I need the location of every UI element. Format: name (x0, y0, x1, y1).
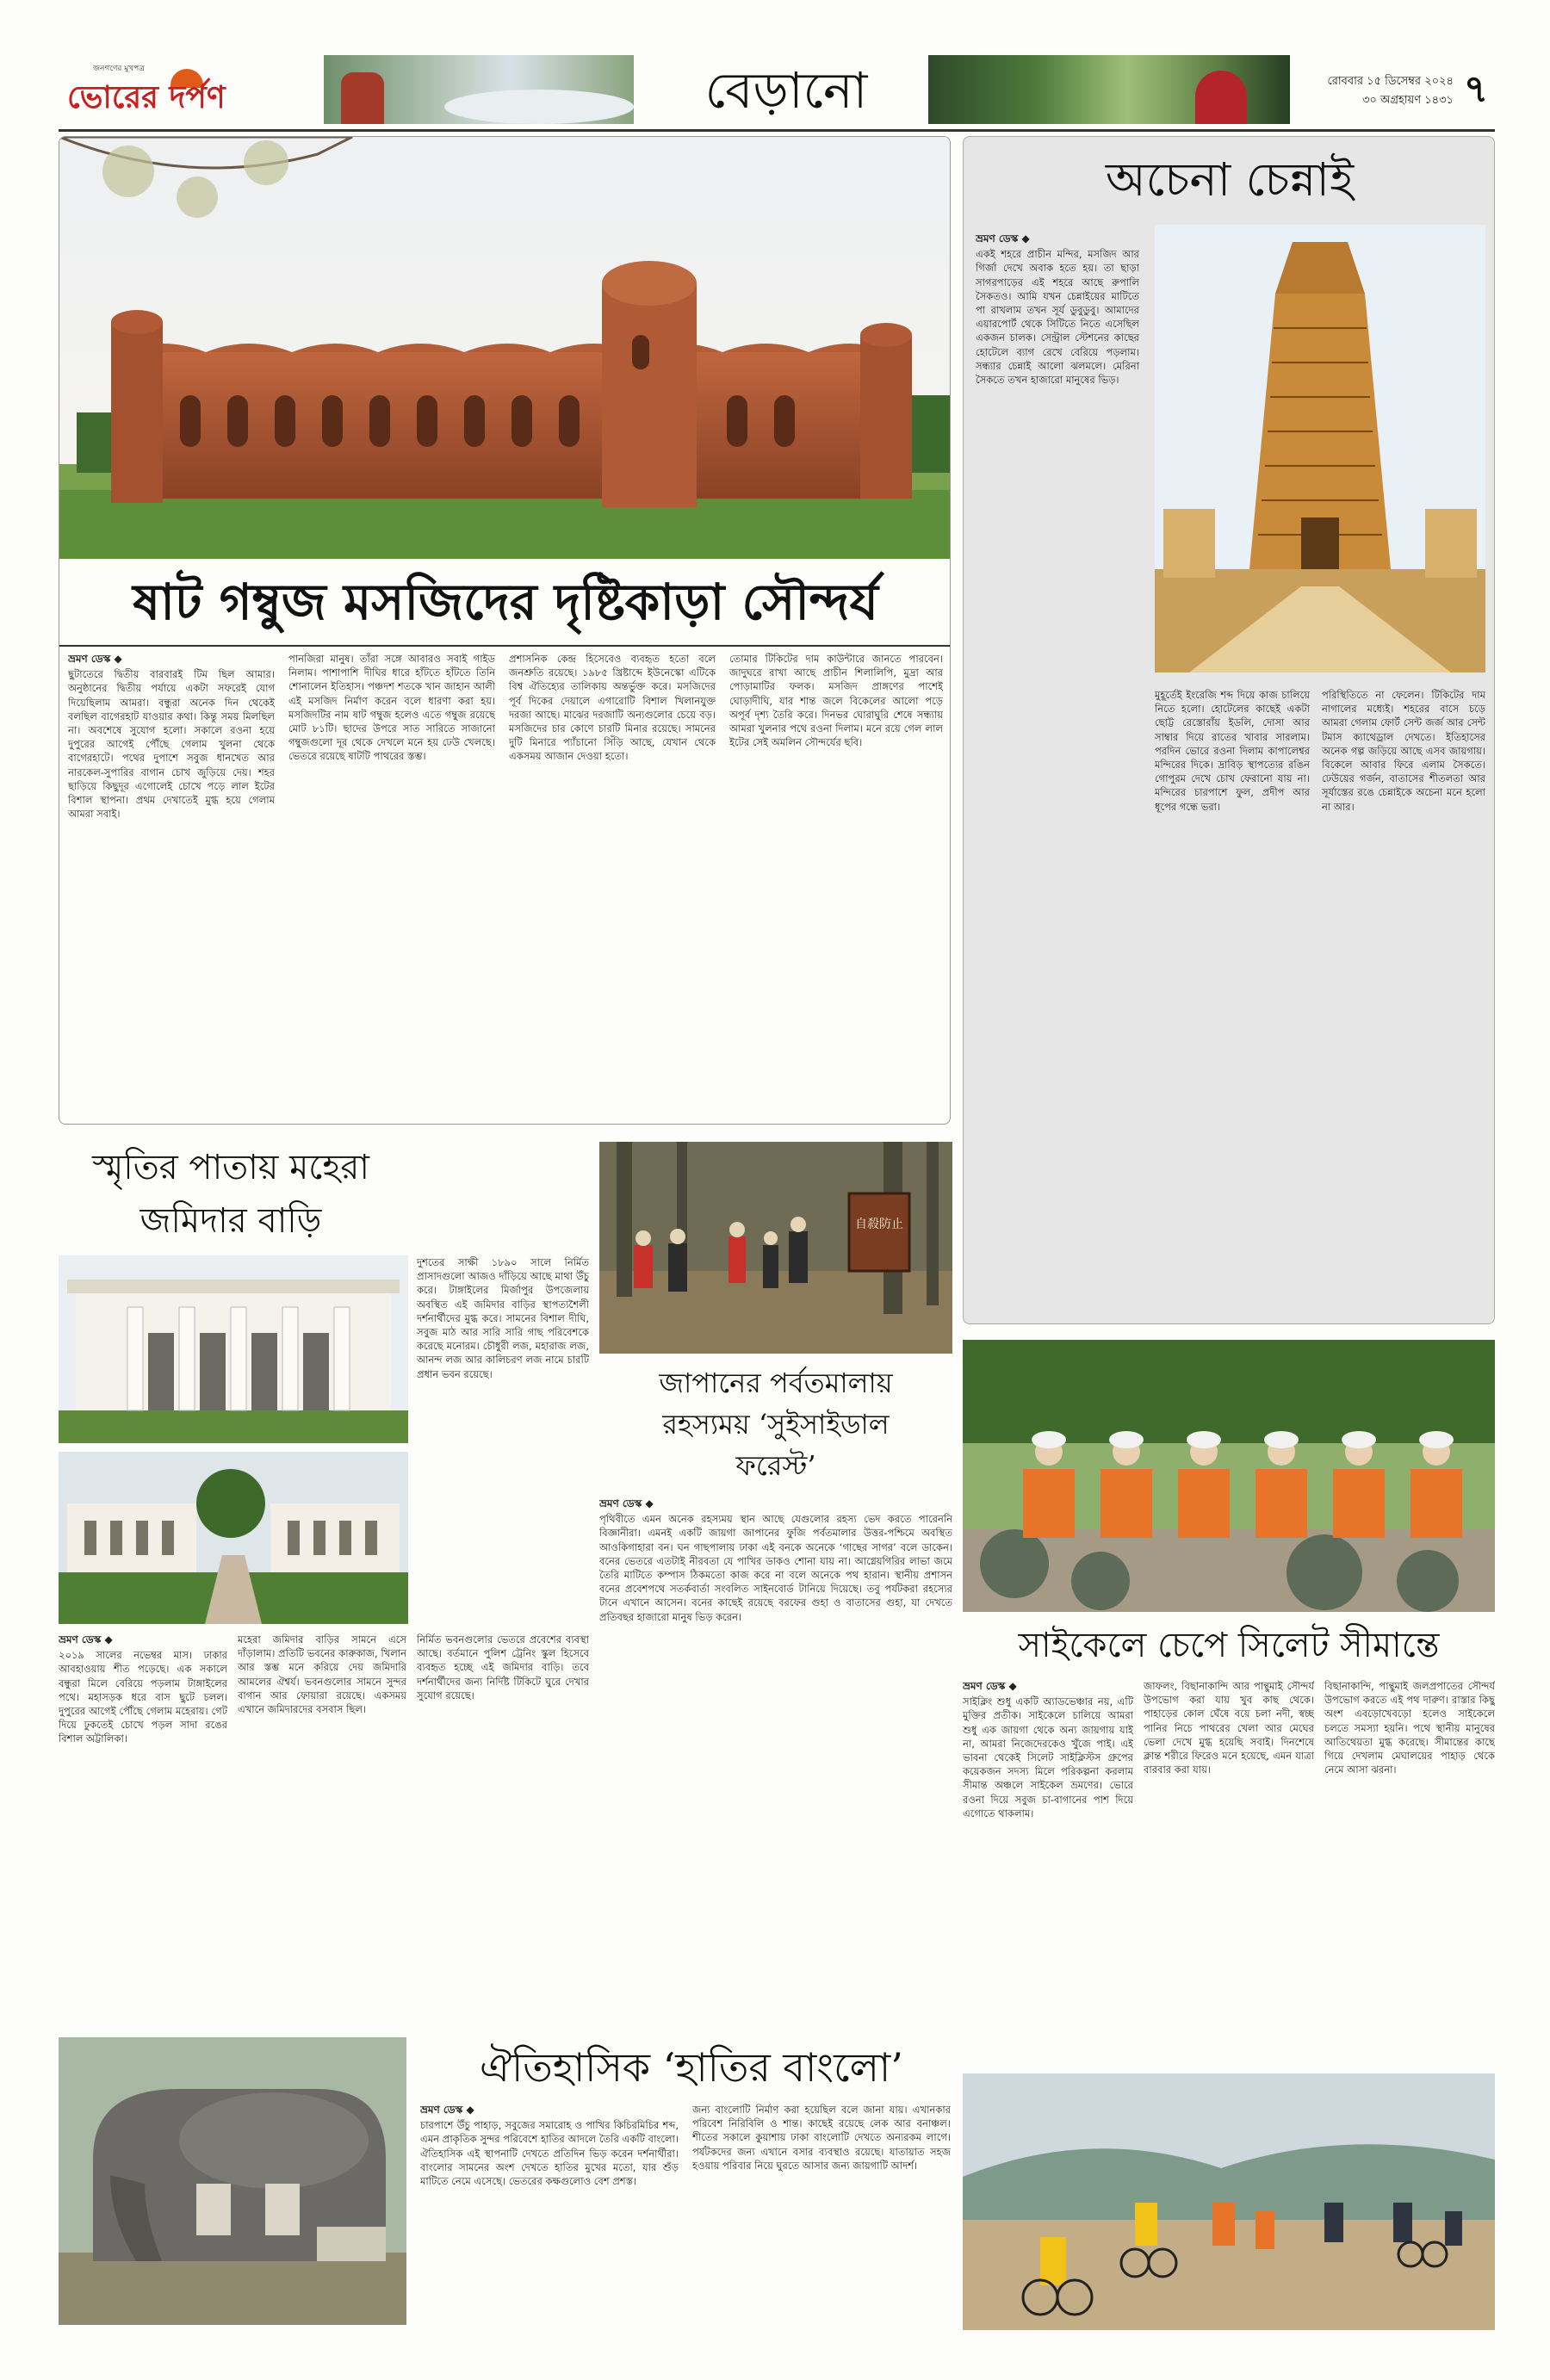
date-block (1299, 72, 1454, 110)
forest-byline: ভ্রমণ ডেস্ক ◆ (599, 1497, 654, 1509)
mohera-col-3 (417, 1633, 589, 1887)
main-col-2-text: পানজিরা মানুষ। তাঁরা সঙ্গে আবারও সবাই গাইড নিলাম। পাশাপাশি দীঘির ধারে হাঁটতে হাঁটতে তিনি শোনালেন ইতিহাস। পঞ্চদশ শতকে খান জাহান আলী এই মসজিদ নির্মাণ করেন বলে ধারণা করা হয়। মসজিদটির নাম ষাট গম্বুজ হলেও এতে গম্বুজ রয়েছে মোট ৮১টি। ছাদের উপরে সাত সারিতে সাজানো গম্বুজগুলো দূর থেকে দেখলে মনে হয় ঢেউ খেলছে। ভেতরে রয়েছে ষাটটি পাথরের স্তম্ভ। (288, 653, 495, 763)
logo-text: ভোরের দর্পণ (67, 79, 226, 115)
date-gregorian: রোববার ১৫ ডিসেম্বর ২০২৪ (1327, 75, 1454, 88)
forest-headline-2: রহস্যময় ‘সুইসাইডাল (662, 1408, 890, 1441)
forest-article (599, 1137, 952, 2024)
chennai-headline: অচেনা চেন্নাই (1105, 152, 1355, 207)
sylhet-byline: ভ্রমণ ডেস্ক ◆ (963, 1680, 1017, 1692)
logo-tagline: জনগণের মুখপত্র (93, 65, 145, 73)
main-article (59, 136, 951, 1125)
chennai-col-2 (1155, 688, 1310, 1317)
mohera-photo-1 (59, 1255, 408, 1443)
main-col-1 (68, 652, 275, 1117)
masthead-rule (59, 129, 1495, 132)
page-number: ৭ (1463, 67, 1489, 111)
chennai-col-2-text: মুহূর্তেই ইংরেজি শব্দ দিয়ে কাজ চালিয়ে নিতে হলো। হোটেলের কাছেই একটা ছোট্ট রেস্তোরাঁয় ইডলি, দোসা আর সাম্বার দিয়ে রাতের খাবার সারলাম। পরদিন ভোরে রওনা দিলাম কাপালেশ্বর মন্দিরের দিকে। দ্রাবিড় স্থাপত্যের রঙিন গোপুরম দেখে চোখ ফেরানো যায় না। মন্দিরের চারপাশে ফুল, প্রদীপ আর ধূপের গন্ধে ভরা। (1155, 689, 1310, 813)
main-col-4-text: তোমার টিকিটের দাম কাউন্টারে জানতে পারবেন। জাদুঘরে রাখা আছে প্রাচীন শিলালিপি, মুদ্রা আর পোড়ামাটির ফলক। মসজিদ প্রাঙ্গণের পাশেই ঘোড়াদীঘি, যার শান্ত জলে বিকেলের আলো পড়ে অপূর্ব দৃশ্য তৈরি করে। দিনভর ঘোরাঘুরি শেষে সন্ধ্যায় আমরা খুলনার পথে রওনা দিলাম। মনে রয়ে গেল লাল ইটের সেই অমলিন সৌন্দর্যের ছবি। (729, 653, 943, 749)
temple-photo (1155, 225, 1485, 672)
masthead (59, 55, 1495, 127)
mohera-article (59, 1137, 592, 2046)
chennai-col-3-text: পরিস্থিতিতে না ফেলেন। টিকিটের দাম নাগালের মধ্যেই। শহরের বাসে চড়ে আমরা গেলাম ফোর্ট সেন্ট জর্জ আর সেন্ট টমাস ক্যাথেড্রাল দেখতে। ইতিহাসের অনেক গল্প জড়িয়ে আছে এসব জায়গায়। বিকেলে আবার ফিরে এলাম সৈকতে। ঢেউয়ের গর্জন, বাতাসের শীতলতা আর সূর্যাস্তের রঙে চেন্নাইকে অচেনা মনে হলো না আর। (1322, 689, 1485, 813)
chennai-col-1 (976, 232, 1139, 1317)
forest-photo (599, 1142, 952, 1354)
hatir-col-1-text: চারপাশে উঁচু পাহাড়, সবুজের সমারোহ ও পাখির কিচিরমিচির শব্দ, এমন প্রাকৃতিক সুন্দর পরিবেশে হাতির আদলে তৈরি একটি বাংলো। ঐতিহাসিক এই স্থাপনাটি দেখতে প্রতিদিন ভিড় করেন দর্শনার্থীরা। বাংলোর সামনের অংশ দেখতে হাতির মুখের মতো, যার শুঁড় মাটিতে নেমে এসেছে। ভেতরের কক্ষগুলোও বেশ প্রশস্ত। (420, 2119, 679, 2188)
main-col-3-text: প্রশাসনিক কেন্দ্র হিসেবেও ব্যবহৃত হতো বলে জনশ্রুতি রয়েছে। ১৯৮৫ খ্রিষ্টাব্দে ইউনেস্কো এটিকে বিশ্ব ঐতিহ্যের তালিকায় অন্তর্ভুক্ত করে। মসজিদের পূর্ব দিকের দেয়ালে এগারোটি বিশাল খিলানযুক্ত দরজা আছে। মাঝের দরজাটি অন্যগুলোর চেয়ে বড়। মসজিদের চার কোণে চারটি মিনার রয়েছে। সামনের দুটি মিনারে প্যাঁচানো সিঁড়ি আছে, যেখান থেকে একসময় আজান দেওয়া হতো। (509, 653, 716, 763)
logo (67, 67, 317, 119)
mosque-photo (59, 137, 951, 559)
forest-col (599, 1497, 952, 1901)
masthead-photo-right (928, 55, 1290, 124)
sylhet-col-2-text: জাফলং, বিছানাকান্দি আর পান্থুমাই সৌন্দর্য উপভোগ করা যায় খুব কাছ থেকে। পাহাড়ের কোল ঘেঁষে বয়ে চলা নদী, স্বচ্ছ পানির নিচে পাথরের খেলা আর মেঘের ভেলা দেখে মুগ্ধ হয়েছি সবাই। দিনশেষে ক্লান্ত শরীরে ফিরেও মনে হয়েছে, এমন যাত্রা বারবার করা যায়। (1144, 1680, 1314, 1776)
mohera-photo-2 (59, 1452, 408, 1624)
hatir-col-2-text: জন্য বাংলোটি নির্মাণ করা হয়েছিল বলে জানা যায়। এখানকার পরিবেশ নিরিবিলি ও শান্ত। কাছেই রয়েছে লেক আর বনাঞ্চল। শীতের সকালে কুয়াশায় ঢাকা বাংলোটি দেখতে অন্যরকম লাগে। পর্যটকদের জন্য এখানে বসার ব্যবস্থাও রয়েছে। যাতায়াত সহজ হওয়ায় পরিবার নিয়ে ঘুরতে আসার জন্য জায়গাটি আদর্শ। (692, 2104, 951, 2172)
hatir-col-2 (692, 2103, 951, 2325)
hatir-byline: ভ্রমণ ডেস্ক ◆ (420, 2104, 474, 2116)
masthead-photo-left (324, 55, 634, 124)
sylhet-col-1-text: সাইক্লিং শুধু একটি অ্যাডভেঞ্চার নয়, এটি মুক্তির প্রতীক। সাইকেলে চালিয়ে আমরা শুধু এক জায়গা থেকে অন্য জায়গায় যাই না, আমরা নিজেদেরকেও খুঁজে পাই। এই ভাবনা থেকেই সিলেট সাইক্লিস্টস গ্রুপের কয়েকজন সদস্য মিলে পরিকল্পনা করলাম সীমান্ত অঞ্চলে সাইকেল ভ্রমণের। ভোরে রওনা দিয়ে সবুজ চা-বাগানের পাশ দিয়ে এগোতে থাকলাম। (963, 1695, 1133, 1819)
mohera-headline-2: জমিদার বাড়ি (140, 1201, 322, 1241)
sylhet-col-1 (963, 1679, 1133, 2041)
forest-headline-1: জাপানের পর্বতমালায় (659, 1367, 893, 1399)
mohera-col-1 (59, 1633, 227, 1887)
mohera-byline: ভ্রমণ ডেস্ক ◆ (59, 1633, 113, 1646)
main-col-4 (729, 652, 943, 1117)
main-col-2 (288, 652, 495, 1117)
sylhet-article (963, 1340, 1495, 2330)
mohera-side-text: দুশতের সাক্ষী ১৮৯০ সালে নির্মিত প্রাসাদগুলো আজও দাঁড়িয়ে আছে মাথা উঁচু করে। টাঙ্গাইলের মির্জাপুর উপজেলায় অবস্থিত এই জমিদার বাড়ির স্থাপত্যশৈলী দর্শনার্থীদের মুগ্ধ করে। সামনের বিশাল দীঘি, সবুজ মাঠ আর সারি সারি গাছ পরিবেশকে করেছে মনোরম। চৌধুরী লজ, মহারাজ লজ, আনন্দ লজ আর কালিচরণ লজ নামে চারটি প্রধান ভবন রয়েছে। (417, 1256, 589, 1380)
hatir-headline: ঐতিহাসিক ‘হাতির বাংলো’ (480, 2044, 903, 2091)
date-bengali: ৩০ অগ্রহায়ণ ১৪৩১ (1361, 94, 1454, 107)
hatir-col-1 (420, 2103, 679, 2325)
mohera-side-col (417, 1255, 589, 1626)
mohera-col-3-text: নির্মিত ভবনগুলোর ভেতরে প্রবেশের ব্যবস্থা আছে। বর্তমানে পুলিশ ট্রেনিং স্কুল হিসেবে ব্যবহৃত হচ্ছে এই জমিদার বাড়ি। তবে দর্শনার্থীদের জন্য নির্দিষ্ট টিকিটে ঘুরে দেখার সুযোগ রয়েছে। (417, 1633, 589, 1701)
forest-text: পৃথিবীতে এমন অনেক রহস্যময় স্থান আছে যেগুলোর রহস্য ভেদ করতে পারেননি বিজ্ঞানীরা। এমনই একটি জায়গা জাপানের ফুজি পর্বতমালার উত্তর-পশ্চিমে অবস্থিত আওকিগাহারা বন। ঘন গাছপালায় ঢাকা এই বনকে অনেকে ‘গাছের সাগর’ বলে ডাকেন। বনের ভেতরে এতটাই নীরবতা যে পাখির ডাকও শোনা যায় না। আগ্নেয়গিরির লাভা জমে তৈরি মাটিতে কম্পাস ঠিকমতো কাজ করে না বলে অনেকে পথ হারান। স্থানীয় প্রশাসন বনের প্রবেশপথে সতর্কবার্তা সংবলিত সাইনবোর্ড টানিয়ে দিয়েছে। তবু পর্যটকরা রহস্যের টানে এখানে আসেন। বনের কাছেই রয়েছে বরফের গুহা ও বাতাসের গুহা, যা দেখতে প্রতিবছর হাজারো মানুষ ভিড় করেন। (599, 1513, 952, 1623)
main-col-3 (509, 652, 716, 1117)
main-col-1-text: ছুটাতেরে দ্বিতীয় বারবারই টিম ছিল আমার। অনুষ্ঠানের দ্বিতীয় পর্যায়ে একটা সফরেই যোগ দিয়েছিলাম আমরা। বন্ধুরা অনেক দিন থেকেই বলছিল বাগেরহাট যাওয়ার কথা। কিন্তু সময় মিলছিল না। অবশেষে সুযোগ হলো। সকালে রওনা হয়ে দুপুরের আগেই পৌঁছে গেলাম খুলনা থেকে বাগেরহাটে। পথের দুপাশে সবুজ ধানখেত আর নারকেল-সুপারির বাগান চোখ জুড়িয়ে দেয়। শহর ছাড়িয়ে কিছুদূর এগোলেই চোখে পড়ে লাল ইটের বিশাল স্থাপনা। প্রথম দেখাতেই মুগ্ধ হয়ে গেলাম আমরা সবাই। (68, 668, 275, 821)
chennai-article (963, 136, 1495, 1324)
main-byline: ভ্রমণ ডেস্ক ◆ (68, 653, 122, 665)
cyclists-photo-2 (963, 2073, 1495, 2330)
cyclists-photo-1 (963, 1340, 1495, 1612)
main-headline-rule (59, 645, 951, 647)
sylhet-headline: সাইকেলে চেপে সিলেট সীমান্তে (1018, 1626, 1440, 1665)
forest-headline-3: ফরেস্ট’ (735, 1449, 816, 1482)
chennai-col-1-text: একই শহরে প্রাচীন মন্দির, মসজিদ আর গির্জা দেখে অবাক হতে হয়। তা ছাড়া সাগরপাড়ের এই শহরে আছে রুপালি সৈকতও। আমি যখন চেন্নাইয়ের মাটিতে পা রাখলাম তখন সূর্য ডুবুডুবু। আমাদের এয়ারপোর্ট থেকে সিটিতে নিতে এসেছিল একজন চালক। সেন্ট্রাল স্টেশনের কাছের হোটেলে ব্যাগ রেখে বেরিয়ে পড়লাম। সন্ধ্যার চেন্নাই আলো ঝলমলে। মেরিনা সৈকতে তখন হাজারো মানুষের ভিড়। (976, 248, 1139, 387)
mohera-headline-1: স্মৃতির পাতায় মহেরা (92, 1148, 369, 1187)
main-headline: ষাট গম্বুজ মসজিদের দৃষ্টিকাড়া সৌন্দর্য (133, 573, 878, 631)
forest-sign-text: 自殺防止 (855, 1218, 903, 1231)
elephant-photo (59, 2037, 406, 2325)
sylhet-col-3-text: বিছানাকান্দি, পান্থুমাই জলপ্রপাতের সৌন্দর্য উপভোগ করতে এই পথ দারুণ। রাস্তার কিছু অংশ এবড়োখেবড়ো হলেও সাইকেলে চলতে সমস্যা হয়নি। পথে স্থানীয় মানুষের আতিথেয়তা মুগ্ধ করেছে। সীমান্তের কাছে গিয়ে দেখলাম মেঘালয়ের পাহাড় থেকে নেমে আসা ঝরনা। (1324, 1680, 1495, 1776)
mohera-col-1-text: ২০১৯ সালের নভেম্বর মাস। ঢাকার আবহাওয়ায় শীত পড়েছে। এক সকালে বন্ধুরা মিলে বেরিয়ে পড়লাম টাঙ্গাইলের পথে। মহাসড়ক ধরে বাস ছুটে চলল। দুপুরের আগেই পৌঁছে গেলাম মহেরায়। গেট দিয়ে ঢুকতেই চোখে পড়ল সাদা রঙের বিশাল অট্টালিকা। (59, 1649, 227, 1745)
sylhet-col-2 (1144, 1679, 1314, 2041)
hatir-article (59, 2037, 964, 2330)
chennai-byline: ভ্রমণ ডেস্ক ◆ (976, 232, 1030, 245)
mohera-col-2 (238, 1633, 406, 1887)
chennai-col-3 (1322, 688, 1485, 1317)
mohera-col-2-text: মহেরা জমিদার বাড়ির সামনে এসে দাঁড়ালাম। প্রতিটি ভবনের কারুকাজ, খিলান আর স্তম্ভ মনে করিয়ে দেয় জমিদারি আমলের ঐশ্বর্য। ভবনগুলোর সামনে সুন্দর বাগান আর ফোয়ারা রয়েছে। একসময় এখানে জমিদারদের বসবাস ছিল। (238, 1633, 406, 1716)
sylhet-col-3 (1324, 1679, 1495, 2041)
section-title: বেড়ানো (704, 61, 868, 120)
